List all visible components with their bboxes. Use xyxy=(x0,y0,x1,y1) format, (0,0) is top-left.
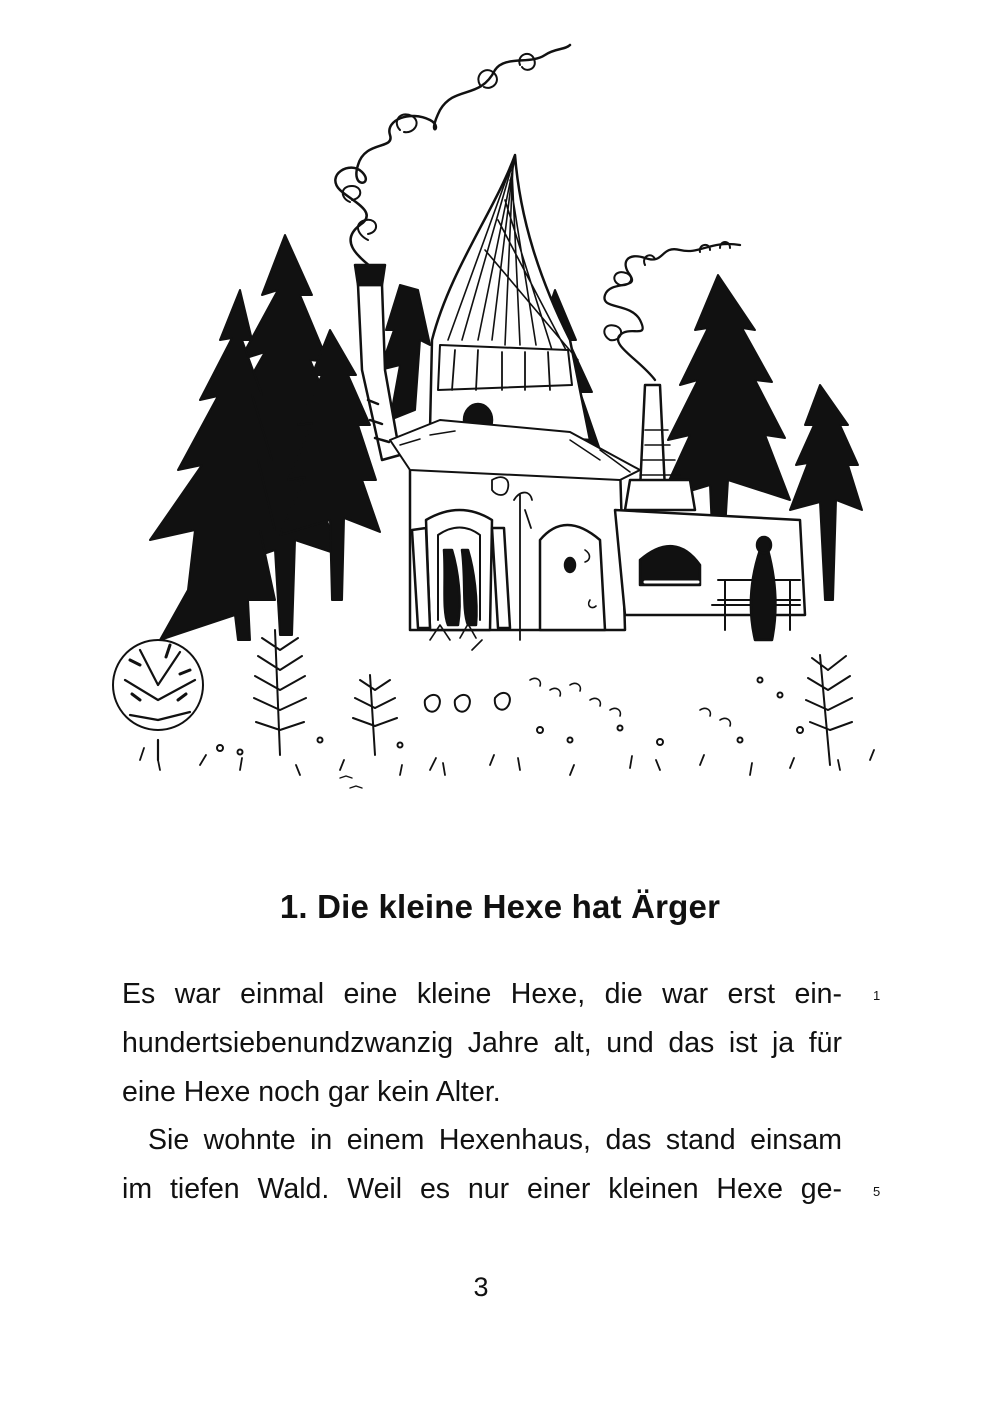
text-line: im tiefen Wald. Weil es nur einer kleinen Hexe ge- xyxy=(122,1173,842,1206)
witch-house xyxy=(390,155,640,650)
line-number-1: 1 xyxy=(873,988,881,1003)
text-line: Es war einmal eine kleine Hexe, die war erst ein- xyxy=(122,978,842,1010)
text-line: eine Hexe noch gar kein Alter. xyxy=(122,1075,501,1108)
body-text xyxy=(122,970,842,1214)
illustration-witch-house-in-forest xyxy=(100,40,890,810)
foreground-bushes xyxy=(113,630,874,788)
line-number-5: 5 xyxy=(873,1184,881,1199)
text-line: hundertsiebenundzwanzig Jahre alt, und das ist ja für xyxy=(122,1026,842,1059)
chapter-title: 1. Die kleine Hexe hat Ärger xyxy=(279,888,721,926)
smoke-left xyxy=(335,45,570,270)
page-number: 3 xyxy=(473,1272,489,1302)
text-line: Sie wohnte in einem Hexenhaus, das stand einsam xyxy=(148,1124,842,1157)
